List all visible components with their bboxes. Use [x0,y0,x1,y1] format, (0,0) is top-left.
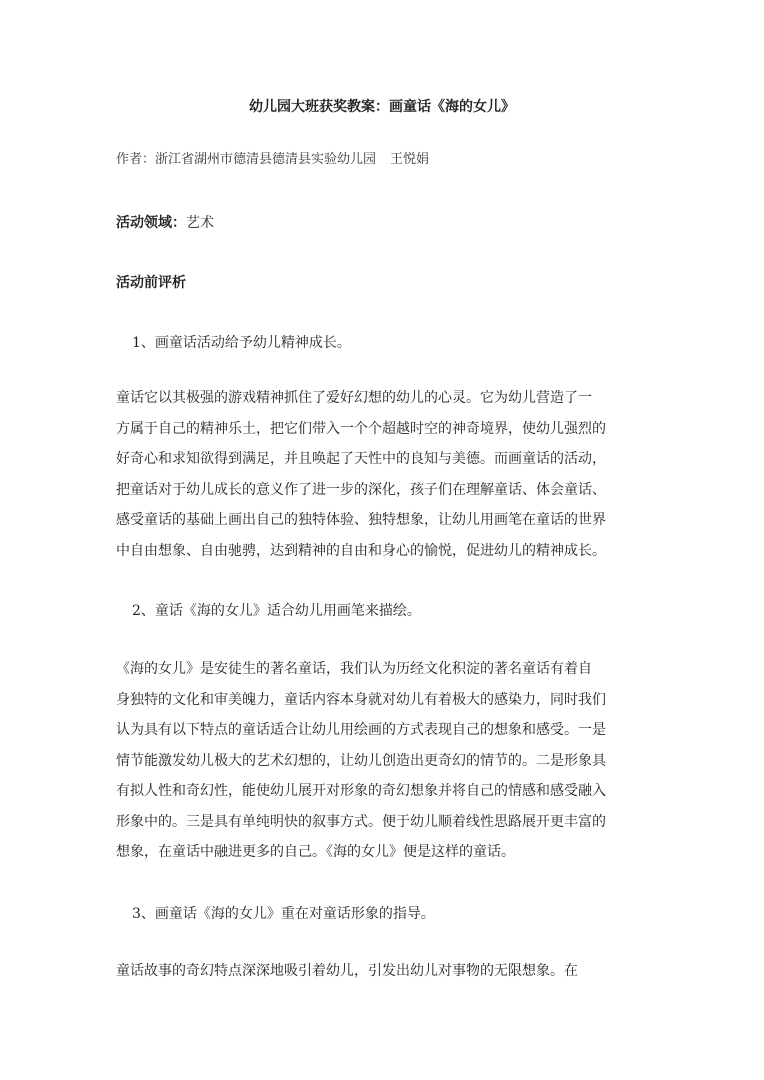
paragraph-line: 认为具有以下特点的童话适合让幼儿用绘画的方式表现自己的想象和感受。一是 [116,722,606,738]
document-title: 幼儿园大班获奖教案：画童话《海的女儿》 [249,99,515,115]
paragraph-2 [116,654,651,868]
domain-value: 艺术 [186,215,214,231]
paragraph-line: 童话故事的奇幻特点深深地吸引着幼儿，引发出幼儿对事物的无限想象。在 [116,963,578,979]
domain-line [116,212,214,232]
paragraph-line: 身独特的文化和审美魄力，童话内容本身就对幼儿有着极大的感染力，同时我们 [116,691,606,708]
point-3: 3、画童话《海的女儿》重在对童话形象的指导。 [132,906,435,922]
paragraph-1 [116,383,651,566]
paragraph-line: 《海的女儿》是安徒生的著名童话，我们认为历经文化积淀的著名童话有着自 [116,661,592,677]
author-label: 作者：浙江省湖州市德清县德清县实验幼儿园 [116,152,377,167]
paragraph-line: 想象，在童话中融进更多的自己。《海的女儿》便是这样的童话。 [116,844,515,860]
paragraph-line: 情节能激发幼儿极大的艺术幻想的，让幼儿创造出更奇幻的情节的。二是形象具 [116,752,606,769]
paragraph-line: 感受童话的基础上画出自己的独特体验、独特想象，让幼儿用画笔在童话的世界 [116,512,606,528]
point-2: 2、童话《海的女儿》适合幼儿用画笔来描绘。 [132,603,421,619]
paragraph-3 [116,956,651,987]
paragraph-line: 中自由想象、自由驰骋，达到精神的自由和身心的愉悦，促进幼儿的精神成长。 [116,542,606,559]
paragraph-line: 形象中的。三是具有单纯明快的叙事方式。便于幼儿顺着线性思路展开更丰富的 [116,813,606,830]
point-1: 1、画童话活动给予幼儿精神成长。 [132,335,351,351]
paragraph-line: 方属于自己的精神乐土，把它们带入一个个超越时空的神奇境界，使幼儿强烈的 [116,420,606,437]
paragraph-line: 好奇心和求知欲得到满足，并且唤起了天性中的良知与美德。而画童话的活动， [116,451,606,467]
section-heading: 活动前评析 [116,275,186,291]
paragraph-line: 童话它以其极强的游戏精神抓住了爱好幻想的幼儿的心灵。它为幼儿营造了一 [116,390,592,406]
author-line [116,148,429,167]
domain-label: 活动领域： [116,215,186,231]
paragraph-line: 把童话对于幼儿成长的意义作了进一步的深化，孩子们在理解童话、体会童话、 [116,481,606,498]
author-name: 王悦娟 [390,152,430,167]
paragraph-line: 有拟人性和奇幻性，能使幼儿展开对形象的奇幻想象并将自己的情感和感受融入 [116,783,606,799]
